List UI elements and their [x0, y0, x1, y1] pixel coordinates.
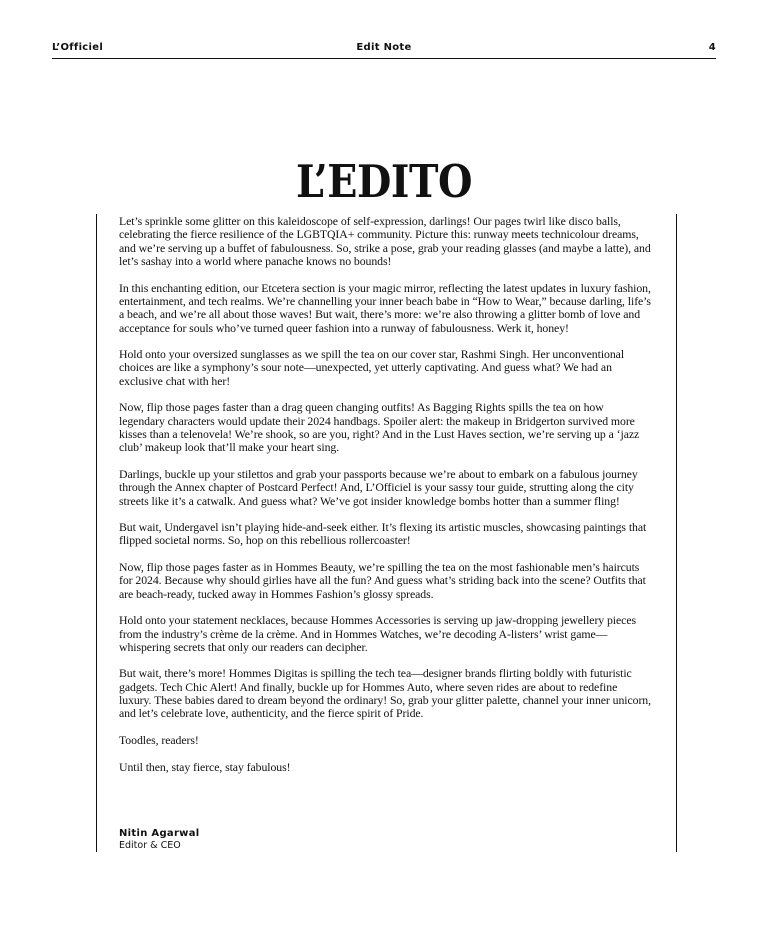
paragraph: Until then, stay fierce, stay fabulous!	[119, 759, 291, 774]
paragraph: Let’s sprinkle some glitter on this kaleidoscope of self-expression, darlings! Our pages twirl like disco balls, celebrating the fierce resilience of the LGBTQIA+ community. Picture this: runway meets technicolour dreams, and we’re serving up a buffet of fabulousness. So, strike a pose, grab your reading glasses (and maybe a latte), and let’s sashay into a world where panache knows no bounds!	[119, 214, 651, 269]
section-title: Edit Note	[356, 42, 412, 53]
page-title: L’EDITO	[295, 155, 473, 209]
author-role: Editor & CEO	[119, 840, 181, 851]
paragraph: But wait, Undergavel isn’t playing hide-and-seek either. It’s flexing its artistic muscles, showcasing paintings that flipped societal norms. So, hop on this rebellious rollercoaster!	[119, 520, 647, 548]
page-header	[52, 40, 716, 59]
left-column-rule	[96, 214, 97, 852]
author-name: Nitin Agarwal	[119, 828, 200, 839]
magazine-brand: L’Officiel	[52, 42, 104, 53]
paragraph: Now, flip those pages faster as in Hommes Beauty, we’re spilling the tea on the most fashionable men’s haircuts for 2024. Because why should girlies have all the fun? And guess what’s striding back into the scene? Outfits that are beach-ready, tucked away in Hommes Fashion’s glossy spreads.	[119, 560, 646, 601]
paragraph: Hold onto your oversized sunglasses as we spill the tea on our cover star, Rashmi Singh. Her unconventional choices are like a symphony’s sour note—unexpected, yet utterly captivating. And guess what? We had an exclusive chat with her!	[119, 347, 625, 388]
paragraph: In this enchanting edition, our Etcetera section is your magic mirror, reflecting the latest updates in luxury fashion, entertainment, and tech realms. We’re channelling your inner beach babe in “How to Wear,” because darling, life’s a beach, and we’re all about those waves! But wait, there’s more: we’re also throwing a glitter bomb of love and acceptance for souls who’ve turned queer fashion into a runway of fabulousness. Werk it, honey!	[119, 280, 651, 335]
paragraph: Darlings, buckle up your stilettos and grab your passports because we’re about to embark on a fabulous journey through the Annex chapter of Postcard Perfect! And, L’Officiel is your sassy tour guide, strutting along the city streets like it’s a catwalk. And guess what? We’ve got insider knowledge bombs hotter than a summer fling!	[119, 466, 638, 508]
paragraph: Toodles, readers!	[119, 733, 199, 747]
paragraph: Now, flip those pages faster than a drag queen changing outfits! As Bagging Rights spills the tea on how legendary characters would update their 2024 handbags. Spoiler alert: the makeup in Bridgerton survived more kisses than a telenovela! We’re shook, so are you, right? And in the Lust Haves section, we’re serving up a ‘jazz club’ makeup look that’ll make your heart sing.	[119, 400, 640, 455]
editorial-body	[119, 215, 651, 787]
paragraph: But wait, there’s more! Hommes Digitas is spilling the tech tea—designer brands flirting boldly with futuristic gadgets. Tech Chic Alert! And finally, buckle up for Hommes Auto, where seven rides are about to redefine luxury. These babies dared to dream beyond the ordinary! So, grab your glitter palette, channel your inner unicorn, and let’s celebrate love, authenticity, and the fierce spirit of Pride.	[119, 666, 651, 721]
right-column-rule	[676, 214, 677, 852]
paragraph: Hold onto your statement necklaces, because Hommes Accessories is serving up jaw-dropping jewellery pieces from the industry’s crème de la crème. And in Hommes Watches, we’re decoding A-listers’ wrist game—whispering secrets that only our readers can decipher.	[119, 613, 636, 654]
signature-block	[119, 827, 200, 852]
page-number: 4	[708, 42, 716, 53]
